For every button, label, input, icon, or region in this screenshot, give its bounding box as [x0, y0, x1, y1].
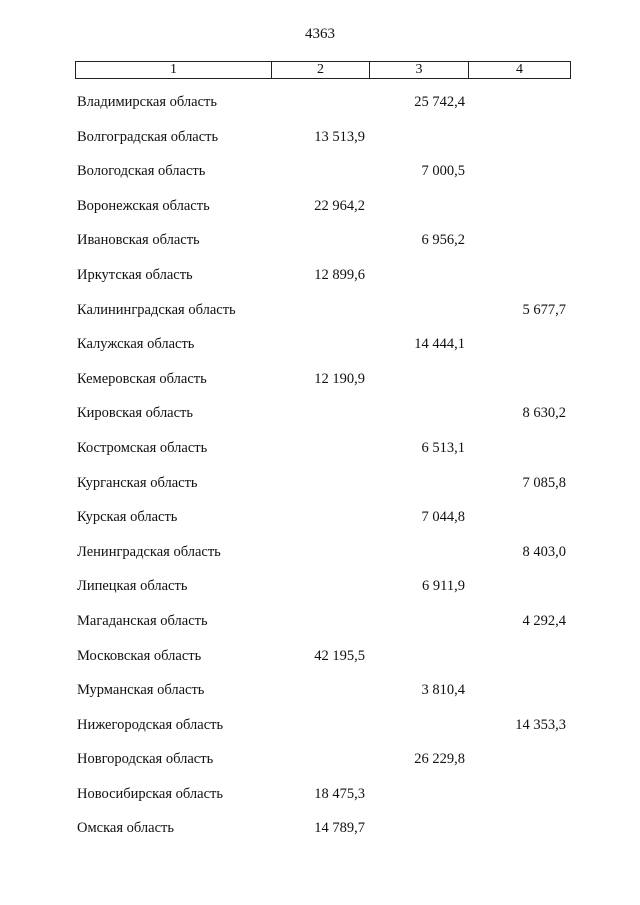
table-row [0, 776, 640, 811]
region-name-cell: Магаданская область [77, 612, 208, 629]
region-name-cell: Вологодская область [77, 163, 206, 180]
page-number: 4363 [305, 26, 335, 42]
table-row [0, 222, 640, 257]
region-name-cell: Курганская область [77, 474, 198, 491]
column-header-1: 1 [76, 62, 272, 78]
region-name-cell: Липецкая область [77, 578, 188, 595]
region-name-cell: Воронежская область [77, 197, 210, 214]
region-name-cell: Мурманская область [77, 682, 205, 699]
region-name-cell: Калужская область [77, 336, 195, 353]
region-name-cell: Московская область [77, 647, 202, 664]
table-row [0, 326, 640, 361]
column-header-4: 4 [516, 62, 523, 77]
table-row [0, 395, 640, 430]
column-4-value: 7 085,8 [522, 474, 566, 491]
table-row [0, 430, 640, 465]
column-3-value: 7 000,5 [421, 163, 465, 180]
table-row [0, 707, 640, 742]
region-name-cell: Ивановская область [77, 232, 200, 249]
table-row [0, 499, 640, 534]
table-row [0, 810, 640, 845]
table-row [0, 84, 640, 119]
table-row [0, 741, 640, 776]
table-body [0, 84, 640, 845]
table-row [0, 188, 640, 223]
table-row [0, 119, 640, 154]
column-2-value: 18 475,3 [314, 785, 365, 802]
column-3-value: 25 742,4 [414, 94, 465, 110]
column-3-value: 3 810,4 [421, 682, 465, 699]
table-row [0, 257, 640, 292]
region-name-cell: Иркутская область [77, 266, 193, 283]
table-row [0, 153, 640, 188]
column-3-value: 6 956,2 [421, 232, 465, 249]
table-row [0, 672, 640, 707]
table-row [0, 603, 640, 638]
column-4-value: 14 353,3 [515, 716, 566, 733]
column-4-value: 4 292,4 [522, 612, 566, 629]
region-name-cell: Курская область [77, 509, 178, 526]
column-3-value: 6 911,9 [422, 578, 465, 595]
region-name-cell: Волгоградская область [77, 128, 219, 145]
column-header-row [75, 61, 571, 79]
column-2-value: 13 513,9 [314, 128, 365, 145]
column-4-value: 5 677,7 [522, 301, 566, 318]
column-4-value: 8 630,2 [522, 405, 566, 422]
column-header-3: 3 [370, 62, 469, 78]
region-name-cell: Владимирская область [77, 94, 217, 110]
region-name-cell: Нижегородская область [77, 716, 224, 733]
region-name-cell: Кировская область [77, 405, 194, 422]
column-3-value: 7 044,8 [421, 509, 465, 526]
column-2-value: 12 899,6 [314, 266, 365, 283]
column-2-value: 42 195,5 [314, 647, 365, 664]
region-name-cell: Новгородская область [77, 751, 214, 768]
column-3-value: 26 229,8 [414, 751, 465, 768]
table-row [0, 638, 640, 673]
column-2-value: 14 789,7 [314, 820, 365, 837]
region-name-cell: Кемеровская область [77, 370, 207, 387]
region-name-cell: Калининградская область [77, 301, 236, 318]
table-row [0, 361, 640, 396]
table-row [0, 568, 640, 603]
region-name-cell: Ленинградская область [77, 543, 221, 560]
region-name-cell: Новосибирская область [77, 785, 223, 802]
table-row [0, 292, 640, 327]
region-name-cell: Костромская область [77, 439, 208, 456]
column-2-value: 22 964,2 [314, 197, 365, 214]
table-row [0, 534, 640, 569]
table-row [0, 465, 640, 500]
column-4-value: 8 403,0 [522, 543, 566, 560]
column-header-2: 2 [272, 62, 370, 78]
region-name-cell: Омская область [77, 820, 174, 837]
column-2-value: 12 190,9 [314, 370, 365, 387]
column-3-value: 14 444,1 [414, 336, 465, 353]
column-3-value: 6 513,1 [421, 439, 465, 456]
